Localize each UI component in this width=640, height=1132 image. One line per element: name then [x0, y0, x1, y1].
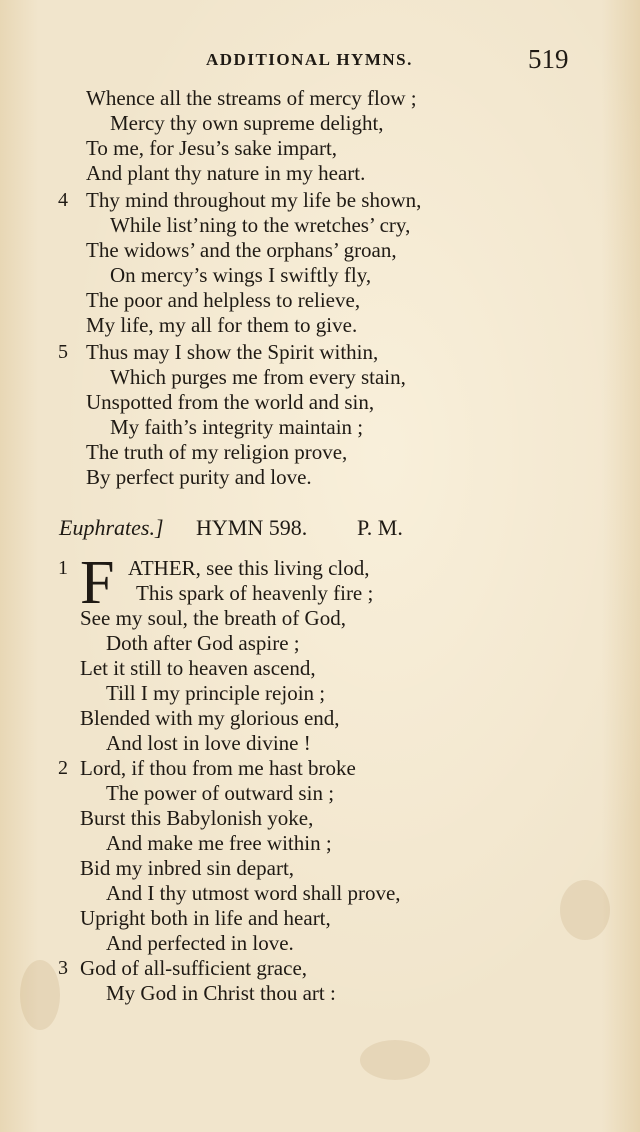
running-head [0, 44, 640, 74]
verse-line: Upright both in life and heart, [80, 906, 331, 930]
verse-line: The widows’ and the orphans’ groan, [86, 238, 397, 262]
stanza-5 [0, 340, 640, 490]
hymn-number: HYMN 598. [196, 515, 308, 540]
paper-stain [360, 1040, 430, 1080]
verse-line: 1 ATHER, see this living clod, [58, 556, 370, 580]
verse-line: And plant thy nature in my heart. [86, 161, 366, 185]
hymn-598-stanza-2 [0, 756, 640, 956]
verse-line: The power of outward sin ; [106, 781, 335, 805]
verse-line: Doth after God aspire ; [106, 631, 300, 655]
verse-line: Mercy thy own supreme delight, [110, 111, 384, 135]
verse-line: 3 God of all-sufficient grace, [58, 956, 308, 980]
hymn-meter: P. M. [357, 515, 403, 540]
verse-line: 2 Lord, if thou from me hast broke [58, 756, 356, 780]
stanza-number: 5 [58, 341, 68, 363]
verse-line: 5 Thus may I show the Spirit within, [58, 340, 379, 364]
running-head-title: ADDITIONAL HYMNS. [206, 50, 413, 69]
verse-line: And make me free within ; [106, 831, 332, 855]
drop-capital: F [80, 549, 115, 617]
page-number: 519 [528, 44, 569, 74]
stanza-continued [0, 86, 640, 186]
verse-line: And I thy utmost word shall prove, [106, 881, 401, 905]
verse-line: Burst this Babylonish yoke, [80, 806, 314, 830]
stanza-4 [0, 188, 640, 338]
verse-line: And perfected in love. [106, 931, 294, 955]
verse-line: Unspotted from the world and sin, [86, 390, 375, 414]
stanza-number: 4 [58, 189, 68, 211]
tune-name: Euphrates.] [59, 515, 164, 540]
verse-line: Blended with my glorious end, [80, 706, 340, 730]
hymn-heading [0, 515, 640, 545]
verse-line: My life, my all for them to give. [86, 313, 358, 337]
verse-line: 4 Thy mind throughout my life be shown, [58, 188, 422, 212]
verse-line: Whence all the streams of mercy flow ; [86, 86, 417, 110]
stanza-number: 2 [58, 757, 68, 779]
verse-line: See my soul, the breath of God, [80, 606, 346, 630]
verse-line: My God in Christ thou art : [106, 981, 336, 1005]
stanza-number: 1 [58, 557, 68, 579]
stanza-number: 3 [58, 957, 68, 979]
verse-line: Let it still to heaven ascend, [80, 656, 316, 680]
hymn-598-stanza-3 [0, 956, 640, 1006]
verse-line: And lost in love divine ! [106, 731, 311, 755]
verse-line: Which purges me from every stain, [110, 365, 406, 389]
verse-line: Bid my inbred sin depart, [80, 856, 295, 880]
verse-line: While list’ning to the wretches’ cry, [110, 213, 411, 237]
verse-line: By perfect purity and love. [86, 465, 312, 489]
verse-line: The poor and helpless to relieve, [86, 288, 361, 312]
verse-line: To me, for Jesu’s sake impart, [86, 136, 338, 160]
verse-line: On mercy’s wings I swiftly fly, [110, 263, 372, 287]
verse-line: My faith’s integrity maintain ; [110, 415, 364, 439]
verse-line: This spark of heavenly fire ; [136, 581, 374, 605]
verse-line: Till I my principle rejoin ; [106, 681, 326, 705]
verse-line: The truth of my religion prove, [86, 440, 348, 464]
hymn-598-stanza-1 [0, 556, 640, 756]
